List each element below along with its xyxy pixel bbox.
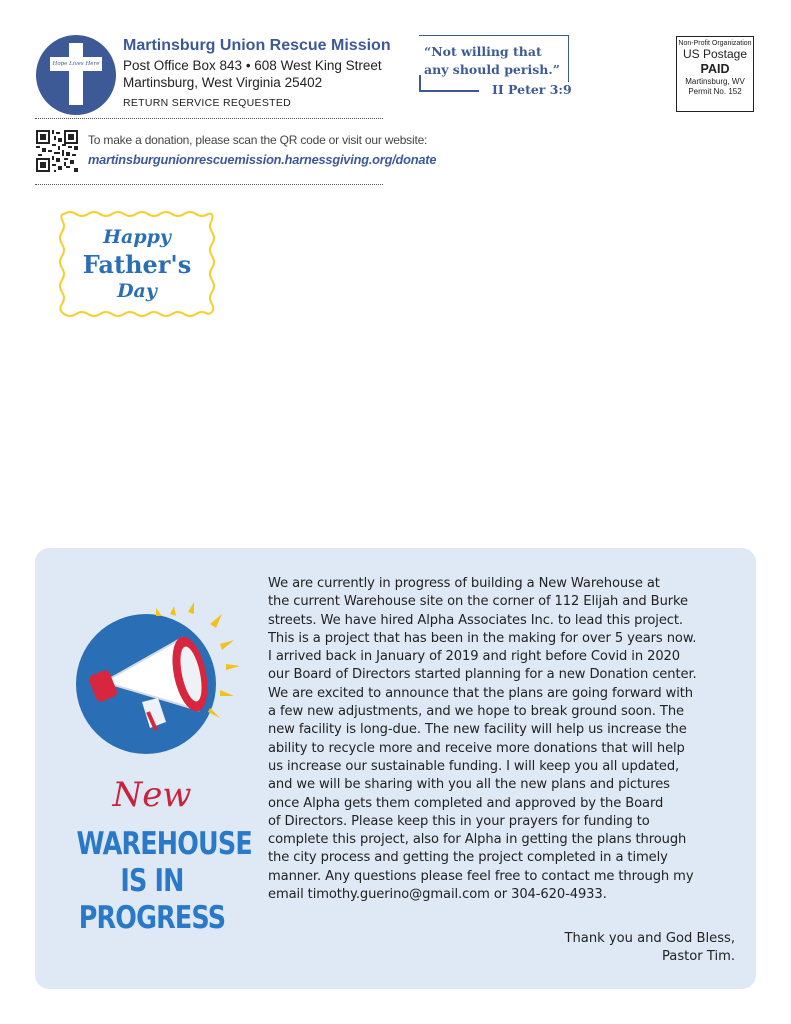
verse-quote: “Not willing that any should perish.” xyxy=(424,44,560,77)
donation-instructions: To make a donation, please scan the QR code or visit our website: xyxy=(88,133,428,147)
address-line-1: Post Office Box 843 • 608 West King Street xyxy=(123,58,382,73)
new-script-word: New xyxy=(112,775,192,815)
mission-logo xyxy=(36,35,116,115)
fathers-day-badge xyxy=(56,208,218,320)
logo-tagline: Hope Lives Here xyxy=(52,61,100,67)
megaphone-icon xyxy=(70,600,246,766)
headline-line-3: PROGRESS xyxy=(78,900,226,936)
announcement-body: We are currently in progress of building a New Warehouse at the current Warehouse site on the corner of 112 Elijah and Burke streets. We have hired Alpha Associates Inc. to lead this project. This is a project that has been in the making for over 5 years now. I arrived back in January of 2019 and right before Covid in 2020 our Board of Directors started planning for a new Donation center. We are excited to announce that the plans are going forward with a few new adjustments, and we hope to break ground soon. The new facility is long-due. The new facility will help us increase the ability to recycle more and receive more donations that will help us increase our sustainable funding. I will keep you all updated, and we will be sharing with you all the new plans and pictures once Alpha gets them completed and approved by the Board of Directors. Please keep this in your prayers for funding to complete this project, also for Alpha in getting the plans through the city process and getting the project completed in a timely manner. Any questions please feel free to contact me through my email timothy.guerino@gmail.com or 304-620-4933. xyxy=(268,576,697,903)
donation-link[interactable]: martinsburgunionrescuemission.harnessgiving.org/donate xyxy=(88,152,437,167)
postage-permit: Permit No. 152 xyxy=(688,87,742,96)
postage-label: US Postage xyxy=(682,47,748,61)
badge-happy: Happy xyxy=(103,226,171,248)
signoff-greeting: Thank you and God Bless, xyxy=(564,931,735,946)
divider xyxy=(35,184,383,185)
badge-fathers: Father's xyxy=(82,250,192,279)
divider xyxy=(35,118,383,119)
qr-code-icon[interactable] xyxy=(36,130,78,172)
return-service-notice: RETURN SERVICE REQUESTED xyxy=(123,97,292,109)
address-line-2: Martinsburg, West Virginia 25402 xyxy=(123,75,323,90)
headline-line-2: IS IN xyxy=(120,863,184,899)
postage-paid: PAID xyxy=(700,62,730,76)
postage-org-type: Non-Profit Organization xyxy=(678,40,752,47)
warehouse-headline xyxy=(76,826,252,937)
badge-day: Day xyxy=(117,280,157,302)
headline-line-1: WAREHOUSE xyxy=(76,826,252,862)
postage-indicia xyxy=(676,36,754,112)
signoff-name: Pastor Tim. xyxy=(662,949,735,964)
cross-icon xyxy=(69,43,83,105)
verse-reference: II Peter 3:9 xyxy=(488,82,576,97)
postage-city: Martinsburg, WV xyxy=(685,77,745,86)
org-name: Martinsburg Union Rescue Mission xyxy=(123,37,391,54)
